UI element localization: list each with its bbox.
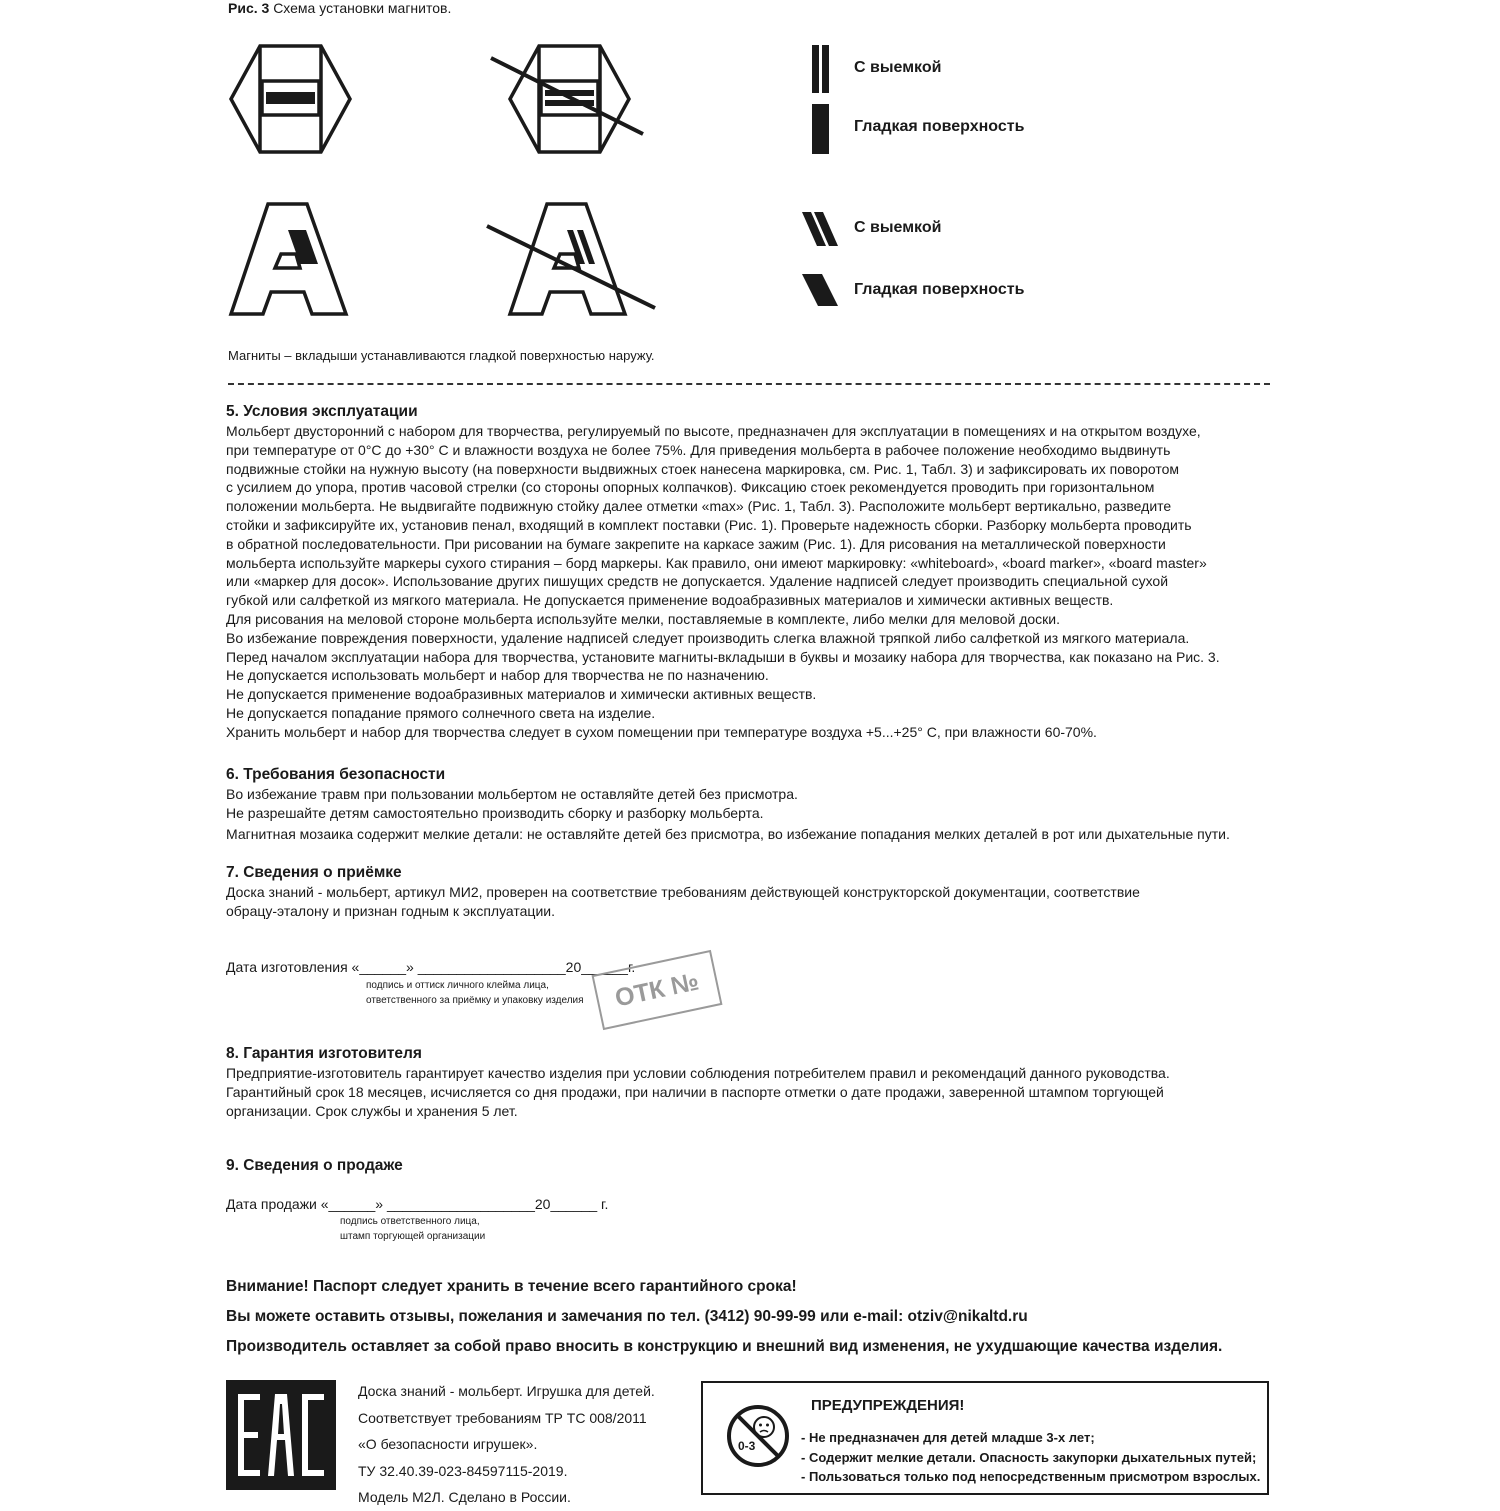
section-8-line: организации. Срок службы и хранения 5 лет. <box>226 1102 518 1119</box>
section-6-line: Во избежание травм при пользовании мольбертом не оставляйте детей без присмотра. <box>226 786 798 802</box>
warnings-list <box>801 1428 1260 1487</box>
section-7-line: Доска знаний - мольберт, артикул МИ2, проверен на соответствие требованиям действующей конструкторской документации, соответствие <box>226 884 1140 900</box>
warning-item: - Содержит мелкие детали. Опасность закупорки дыхательных путей; <box>801 1449 1257 1465</box>
legend-label-smooth-1: Гладкая поверхность <box>854 118 1025 135</box>
section-5-title: 5. Условия эксплуатации <box>226 403 418 420</box>
warning-item: - Не предназначен для детей младше 3-х лет; <box>801 1430 1095 1445</box>
legend-notched-vertical-icon <box>810 45 834 95</box>
letter-a-incorrect-diagram <box>485 198 660 318</box>
legend-smooth-vertical-icon <box>810 104 834 156</box>
legend-label-notched-2: С выемкой <box>854 219 942 236</box>
footer-line: «О безопасности игрушек». <box>358 1436 538 1452</box>
figure-caption <box>228 0 451 16</box>
section-5-line: Во избежание повреждения поверхности, удаление надписей следует производить слегка влажной тряпкой либо салфеткой из мягкого материала. <box>226 629 1190 646</box>
section-9-title: 9. Сведения о продаже <box>226 1157 403 1174</box>
section-5-line: стойки и зафиксируйте их, установив пенал, входящий в комплект поставки (Рис. 1). Проверьте надежность сборки. Разборку мольберта проводить <box>226 516 1192 533</box>
section-sale <box>226 1156 1272 1176</box>
section-operation <box>226 402 1272 742</box>
figure-caption-label: Рис. 3 <box>228 0 270 16</box>
section-8-line: Гарантийный срок 18 месяцев, исчисляется со дня продажи, при наличии в паспорте отметки о дате продажи, заверенной штампом торгующей <box>226 1083 1164 1100</box>
section-6-line: Магнитная мозаика содержит мелкие детали: не оставляйте детей без присмотра, во избежание попадания мелких деталей в рот или дыхательные пути. <box>226 825 1230 842</box>
acceptance-note-2: ответственного за приёмку и упаковку изделия <box>366 995 584 1006</box>
section-5-line: мольберта используйте маркеры сухого стирания – борд маркеры. Как правило, они имеют маркировку: «whiteboard», «board marker», «board master» <box>226 554 1207 571</box>
eac-logo <box>226 1380 336 1490</box>
acceptance-note-1: подпись и оттиск личного клейма лица, <box>366 980 549 991</box>
footer-line: Модель М2Л. Сделано в России. <box>358 1489 571 1505</box>
legend-notched-slanted-icon <box>800 210 842 250</box>
footer-line: Соответствует требованиям ТР ТС 008/2011 <box>358 1409 647 1426</box>
section-5-line: или «маркер для досок». Использование других пишущих средств не допускается. Удаление надписей следует производить специальной сухой <box>226 573 1169 590</box>
warning-item: - Пользоваться только под непосредственным присмотром взрослых. <box>801 1469 1261 1484</box>
letter-a-correct-diagram <box>228 198 353 318</box>
footer-line: ТУ 32.40.39-023-84597115-2019. <box>358 1462 568 1479</box>
hexagon-incorrect-diagram <box>485 38 650 158</box>
dashed-divider <box>228 383 1270 385</box>
section-5-line: положении мольберта. Не выдвигайте подвижную стойку далее отметки «max» (Рис. 1, Табл. 3). Расположите мольберт вертикально, разведите <box>226 498 1172 515</box>
otk-stamp: ОТК № <box>592 950 723 1030</box>
section-6-title: 6. Требования безопасности <box>226 766 446 783</box>
section-5-line: с усилием до упора, против часовой стрелки (со стороны опорных колпачков). Фиксацию стоек рекомендуется проводить при горизонтальном <box>226 479 1155 496</box>
section-7-line: обрацу-эталону и признан годным к эксплуатации. <box>226 902 555 919</box>
hexagon-correct-diagram <box>228 38 353 158</box>
figure-caption-text: Схема установки магнитов. <box>273 0 452 16</box>
section-5-line: губкой или салфеткой из мягкого материала. Не допускается применение водоабразивных материалов и химически активных веществ. <box>226 592 1114 609</box>
age-restriction-icon <box>725 1403 791 1469</box>
magnet-note: Магниты – вкладыши устанавливаются гладкой поверхностью наружу. <box>228 348 655 363</box>
legend-label-smooth-2: Гладкая поверхность <box>854 281 1025 298</box>
sale-note-2: штамп торгующей организации <box>340 1231 486 1242</box>
section-acceptance <box>226 863 1272 921</box>
notice-keep-passport: Внимание! Паспорт следует хранить в течение всего гарантийного срока! <box>226 1278 797 1295</box>
section-8-title: 8. Гарантия изготовителя <box>226 1045 422 1062</box>
age-icon-label: 0-3 <box>738 1439 756 1453</box>
section-5-line: Для рисования на меловой стороне мольберта используйте мелки, поставляемые в комплекте, либо мелки для меловой доски. <box>226 610 1060 627</box>
section-5-line: Не допускается применение водоабразивных материалов и химически активных веществ. <box>226 686 817 703</box>
sale-date-line: Дата продажи «______» ___________________20______ г. <box>226 1196 609 1212</box>
section-safety <box>226 765 1272 843</box>
section-7-title: 7. Сведения о приёмке <box>226 864 402 881</box>
manufacture-date-line: Дата изготовления «______» ___________________20______г. <box>226 959 636 975</box>
eac-logo-icon <box>226 1380 336 1490</box>
section-5-line: подвижные стойки на нужную высоту (на поверхности выдвижных стоек нанесена маркировка, см. Рис. 1, Табл. 3) и зафиксировать их поворотом <box>226 460 1180 477</box>
warnings-title: ПРЕДУПРЕЖДЕНИЯ! <box>811 1397 965 1414</box>
warnings-box <box>701 1381 1269 1495</box>
section-6-line: Не разрешайте детям самостоятельно производить сборку и разборку мольберта. <box>226 804 764 821</box>
section-5-line: в обратной последовательности. При рисовании на бумаге закрепите на каркасе зажим (Рис. 1). Для рисования на металлической поверхности <box>226 535 1166 552</box>
section-5-line: при температуре от 0°C до +30° С и влажности воздуха не более 75%. Для приведения мольберта в рабочее положение необходимо выдвинуть <box>226 441 1171 458</box>
section-5-line: Перед началом эксплуатации набора для творчества, установите магниты-вкладыши в буквы и мозаику набора для творчества, как показано на Рис. 3. <box>226 648 1220 665</box>
footer-line: Доска знаний - мольберт. Игрушка для детей. <box>358 1383 655 1399</box>
sale-note-1: подпись ответственного лица, <box>340 1216 480 1227</box>
notice-feedback: Вы можете оставить отзывы, пожелания и замечания по тел. (3412) 90-99-99 или e-mail: otziv@nikaltd.ru <box>226 1308 1028 1325</box>
section-5-line: Не допускается попадание прямого солнечного света на изделие. <box>226 704 656 721</box>
section-5-line: Мольберт двусторонний с набором для творчества, регулируемый по высоте, предназначен для эксплуатации в помещениях и на открытом воздухе, <box>226 423 1201 439</box>
section-5-line: Не допускается использовать мольберт и набор для творчества не по назначению. <box>226 667 769 684</box>
footer-product-info <box>358 1378 655 1511</box>
legend-label-notched-1: С выемкой <box>854 59 942 76</box>
section-5-line: Хранить мольберт и набор для творчества следует в сухом помещении при температуре воздуха +5...+25° С, при влажности 60-70%. <box>226 723 1097 740</box>
notice-rights: Производитель оставляет за собой право вносить в конструкцию и внешний вид изменения, не ухудшающие качества изделия. <box>226 1338 1223 1355</box>
section-warranty <box>226 1044 1272 1120</box>
section-8-line: Предприятие-изготовитель гарантирует качество изделия при условии соблюдения потребителем правил и рекомендаций данного руководства. <box>226 1065 1170 1081</box>
legend-smooth-slanted-icon <box>800 272 842 312</box>
